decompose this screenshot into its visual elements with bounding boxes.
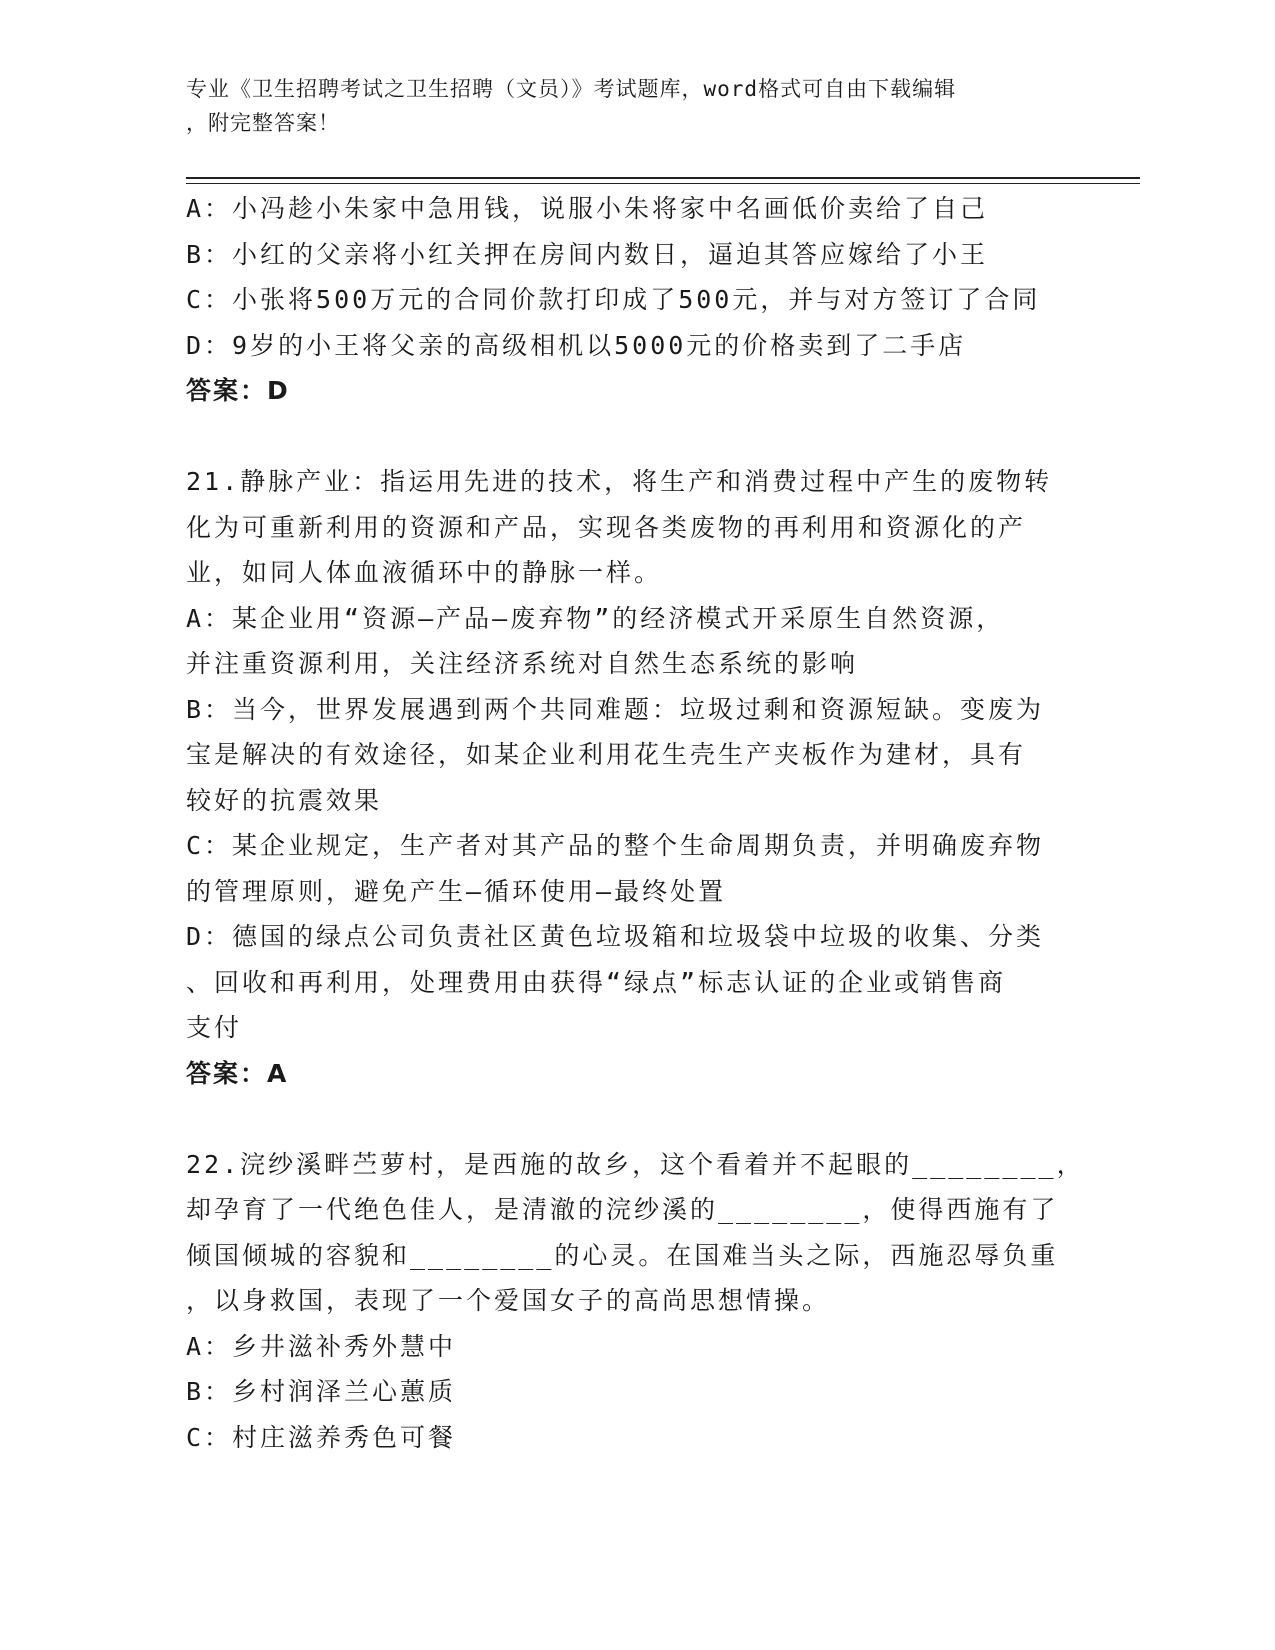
question-22-stem-line: 却孕育了一代绝色佳人，是清澈的浣纱溪的________，使得西施有了 xyxy=(186,1195,1059,1224)
question-21-stem-line: 化为可重新利用的资源和产品，实现各类废物的再利用和资源化的产 xyxy=(186,512,1027,542)
question-20-option-d: D：9岁的小王将父亲的高级相机以5000元的价格卖到了二手店 xyxy=(186,330,967,360)
header-line-2: ，附完整答案！ xyxy=(186,111,340,135)
question-21-option-b-cont: 较好的抗震效果 xyxy=(186,785,383,815)
question-20-block xyxy=(186,186,1066,414)
question-20-option-a: A：小冯趁小朱家中急用钱，说服小朱将家中名画低价卖给了自己 xyxy=(186,194,989,223)
question-21-block xyxy=(186,459,1066,1096)
document-body xyxy=(186,186,1085,1460)
question-21-option-d-cont: 、回收和再利用，处理费用由获得“绿点”标志认证的企业或销售商 xyxy=(186,967,1007,997)
question-20-answer: 答案：D xyxy=(186,376,290,405)
question-22-option-c: C：村庄滋养秀色可餐 xyxy=(186,1422,457,1452)
question-22-stem-line: ，以身救国，表现了一个爱国女子的高尚思想情操。 xyxy=(186,1286,831,1315)
question-21-option-a: A：某企业用“资源—产品—废弃物”的经济模式开采原生自然资源， xyxy=(186,603,1005,633)
question-22-option-a: A：乡井滋补秀外慧中 xyxy=(186,1331,457,1361)
question-20-option-c: C：小张将500万元的合同价款打印成了500元，并与对方签订了合同 xyxy=(186,285,1041,314)
spacer xyxy=(186,1096,1066,1142)
question-21-option-d-cont: 支付 xyxy=(186,1013,243,1042)
document-header xyxy=(186,72,1066,140)
question-20-option-b: B：小红的父亲将小红关押在房间内数日，逼迫其答应嫁给了小王 xyxy=(186,239,989,269)
question-21-stem-line: 业，如同人体血液循环中的静脉一样。 xyxy=(186,558,663,587)
question-21-option-c-cont: 的管理原则，避免产生—循环使用—最终处置 xyxy=(186,876,727,906)
header-rule-thick xyxy=(186,177,1140,179)
question-22-stem-line: 倾国倾城的容貌和________的心灵。在国难当头之际，西施忍辱负重 xyxy=(186,1240,1059,1270)
question-22-stem-line: 22.浣纱溪畔苎萝村，是西施的故乡，这个看着并不起眼的________， xyxy=(186,1149,1085,1179)
question-22-option-b: B：乡村润泽兰心蕙质 xyxy=(186,1377,457,1406)
question-21-stem-line: 21.静脉产业：指运用先进的技术，将生产和消费过程中产生的废物转 xyxy=(186,467,1053,496)
question-21-option-b: B：当今，世界发展遇到两个共同难题：垃圾过剩和资源短缺。变废为 xyxy=(186,694,1045,724)
question-22-block xyxy=(186,1142,1085,1461)
question-21-option-a-cont: 并注重资源利用，关注经济系统对自然生态系统的影响 xyxy=(186,649,859,678)
header-rule-thin xyxy=(186,183,1140,184)
question-21-answer: 答案：A xyxy=(186,1058,289,1088)
question-21-option-c: C：某企业规定，生产者对其产品的整个生命周期负责，并明确废弃物 xyxy=(186,831,1045,860)
question-21-option-d: D：德国的绿点公司负责社区黄色垃圾箱和垃圾袋中垃圾的收集、分类 xyxy=(186,922,1045,951)
question-21-option-b-cont: 宝是解决的有效途径，如某企业利用花生壳生产夹板作为建材，具有 xyxy=(186,740,1027,769)
spacer xyxy=(186,414,1066,460)
header-line-1: 专业《卫生招聘考试之卫生招聘（文员）》考试题库，word格式可自由下载编辑 xyxy=(186,77,957,101)
